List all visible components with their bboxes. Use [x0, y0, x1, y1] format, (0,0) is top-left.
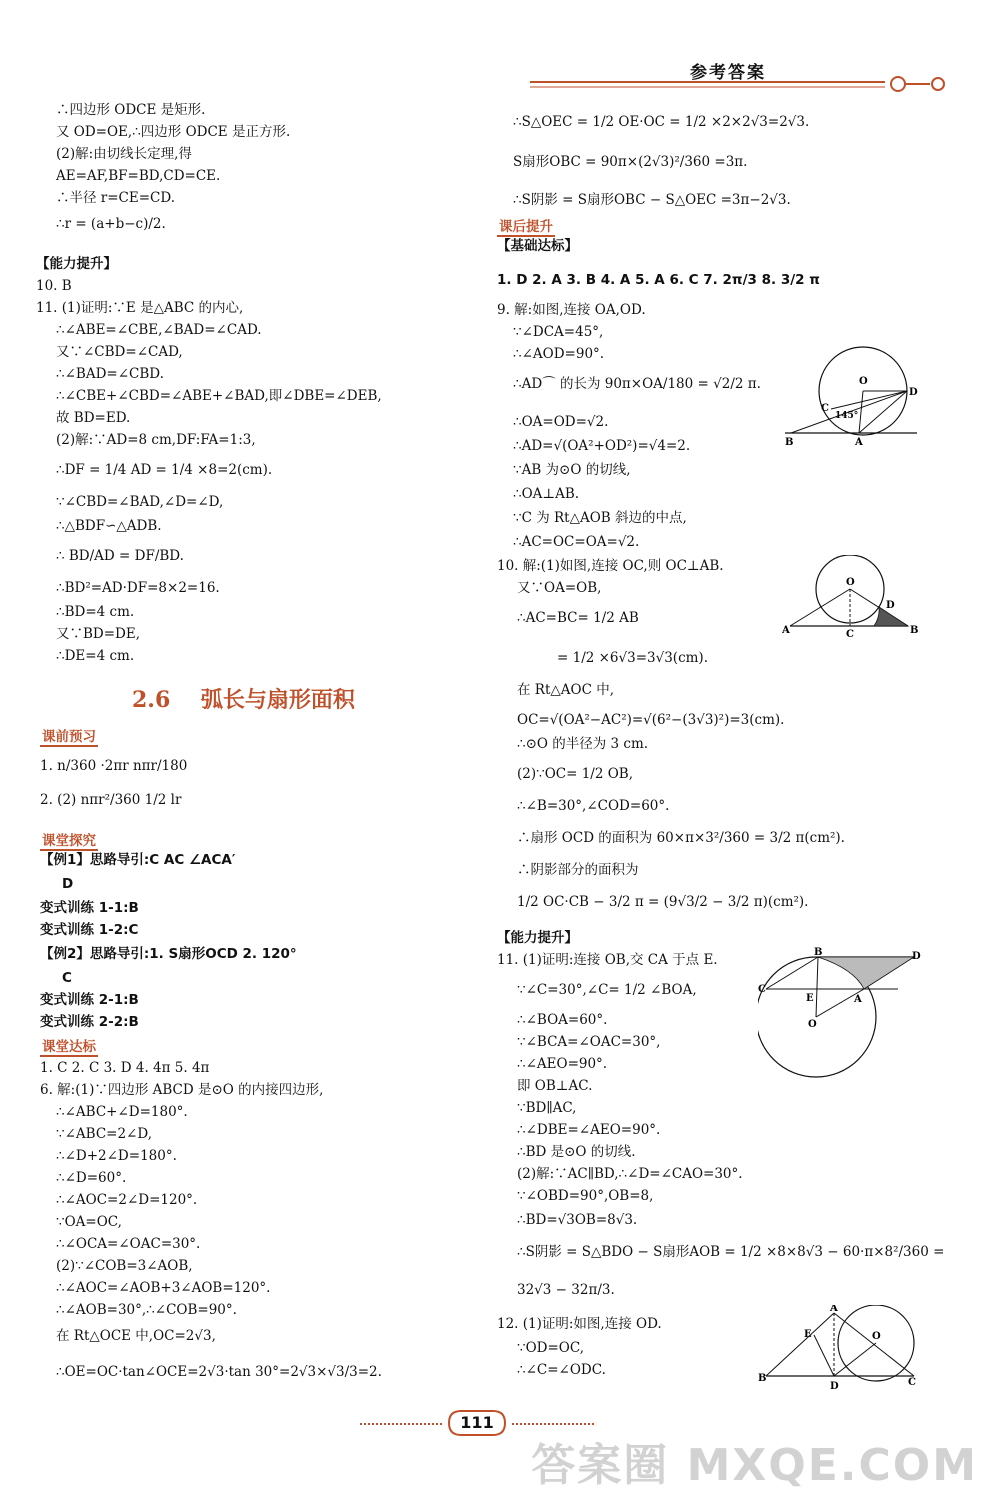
page-number-dots-right: [512, 1423, 594, 1425]
fig11-label-c: C: [758, 984, 766, 995]
fig9-label-b: B: [785, 437, 794, 448]
fig11-label-d: D: [912, 951, 921, 962]
text-line: 又∵BD=DE,: [56, 626, 141, 642]
text-line: ∵∠C=30°,∠C= 1/2 ∠BOA,: [517, 982, 697, 998]
figure-11-diagram: [758, 947, 928, 1097]
fig11-label-o: O: [808, 1019, 817, 1030]
fig11-label-b: B: [814, 947, 823, 958]
text-line: ∴∠AOC=2∠D=120°.: [56, 1192, 198, 1208]
text-line: 又 OD=OE,∴四边形 ODCE 是正方形.: [56, 124, 291, 140]
text-line: 1. n/360 ·2πr nπr/180: [40, 758, 188, 774]
text-line: ∵∠DCA=45°,: [513, 324, 604, 340]
text-line: ∵C 为 Rt△AOB 斜边的中点,: [513, 510, 687, 526]
text-line: ∴扇形 OCD 的面积为 60×π×3²/360 = 3/2 π(cm²).: [517, 830, 845, 846]
text-line: ∴∠CBE+∠CBD=∠ABE+∠BAD,即∠DBE=∠DEB,: [56, 388, 382, 404]
text-line: 6. 解:(1)∵四边形 ABCD 是⊙O 的内接四边形,: [40, 1082, 324, 1098]
text-line: ∴∠AOD=90°.: [513, 346, 605, 362]
text-line: ∴∠BAD=∠CBD.: [56, 366, 164, 382]
fig10-label-o: O: [846, 577, 855, 588]
tag-after: 课后提升: [497, 215, 555, 237]
text-line: ∴BD 是⊙O 的切线.: [517, 1144, 636, 1160]
text-line: (2)解:由切线长定理,得: [56, 146, 192, 162]
fig9-label-o: O: [859, 376, 868, 387]
section-label: 【能力提升】: [36, 256, 117, 272]
text-line: ∴⊙O 的半径为 3 cm.: [517, 736, 649, 752]
section-number: 2.6: [132, 687, 171, 713]
text-line: 故 BD=ED.: [56, 410, 131, 426]
fig9-label-angle: 145°: [835, 411, 859, 421]
text-line: ∴OA⊥AB.: [513, 486, 580, 502]
fig12-label-o: O: [872, 1331, 881, 1342]
text-line: ∴阴影部分的面积为: [517, 862, 639, 878]
text-line: OC=√(OA²−AC²)=√(6²−(3√3)²)=3(cm).: [517, 712, 785, 728]
section-label: 【基础达标】: [497, 238, 578, 254]
text-line: ∴半径 r=CE=CD.: [56, 190, 176, 206]
text-line: ∴AD⌒ 的长为 90π×OA/180 = √2/2 π.: [513, 376, 761, 392]
text-line: 1/2 OC·CB − 3/2 π = (9√3/2 − 3/2 π)(cm²).: [517, 894, 809, 910]
text-line: ∴四边形 ODCE 是矩形.: [56, 102, 206, 118]
text-line: ∴∠OCA=∠OAC=30°.: [56, 1236, 201, 1252]
text-line: ∴OA=OD=√2.: [513, 414, 609, 430]
text-line: S扇形OBC = 90π×(2√3)²/360 =3π.: [513, 154, 748, 170]
fig11-label-e: E: [806, 993, 814, 1004]
page-number-label: 111: [460, 1413, 494, 1432]
text-line: 在 Rt△OCE 中,OC=2√3,: [56, 1328, 216, 1344]
text-line: ∴∠B=30°,∠COD=60°.: [517, 798, 670, 814]
text-line: ∴AC=BC= 1/2 AB: [517, 610, 639, 626]
text-line: ∵BD∥AC,: [517, 1100, 577, 1116]
text-line: 即 OB⊥AC.: [517, 1078, 593, 1094]
text-line: ∴∠D+2∠D=180°.: [56, 1148, 177, 1164]
text-line: 11. (1)证明:∵E 是△ABC 的内心,: [36, 300, 244, 316]
text-line: ∴ BD/AD = DF/BD.: [56, 548, 184, 564]
text-line: ∵AB 为⊙O 的切线,: [513, 462, 631, 478]
text-line: ∴BD=4 cm.: [56, 604, 135, 620]
text-line: ∵∠BCA=∠OAC=30°,: [517, 1034, 661, 1050]
text-line: (2)解:∵AC∥BD,∴∠D=∠CAO=30°.: [517, 1166, 743, 1182]
page-number: [445, 1408, 509, 1438]
section-name: 弧长与扇形面积: [200, 687, 355, 713]
text-line: C: [62, 970, 72, 986]
text-line: ∴∠D=60°.: [56, 1170, 127, 1186]
text-line: ∴S阴影 = S扇形OBC − S△OEC =3π−2√3.: [513, 192, 791, 208]
text-line: 1. D 2. A 3. B 4. A 5. A 6. C 7. 2π/3 8. 3/2 π: [497, 272, 820, 288]
figure-12-diagram: [758, 1305, 928, 1390]
text-line: ∴∠ABC+∠D=180°.: [56, 1104, 188, 1120]
tag-practice: 课堂达标: [40, 1035, 98, 1057]
text-line: 12. (1)证明:如图,连接 OD.: [497, 1316, 662, 1332]
text-line: 又∵∠CBD=∠CAD,: [56, 344, 183, 360]
fig12-label-b: B: [758, 1373, 767, 1384]
text-line: ∴∠C=∠ODC.: [517, 1362, 606, 1378]
fig12-label-c: C: [908, 1377, 916, 1388]
text-line: = 1/2 ×6√3=3√3(cm).: [557, 650, 708, 666]
text-line: 10. 解:(1)如图,连接 OC,则 OC⊥AB.: [497, 558, 724, 574]
text-line: ∴∠AOB=30°,∴∠COB=90°.: [56, 1302, 237, 1318]
text-line: 在 Rt△AOC 中,: [517, 682, 614, 698]
text-line: (2)∵OC= 1/2 OB,: [517, 766, 634, 782]
text-line: (2)解:∵AD=8 cm,DF:FA=1:3,: [56, 432, 256, 448]
text-line: 变式训练 1-2:C: [40, 922, 139, 938]
header-ornament: [530, 70, 950, 100]
text-line: ∴DF = 1/4 AD = 1/4 ×8=2(cm).: [56, 462, 273, 478]
fig10-label-c: C: [846, 629, 854, 640]
text-line: 10. B: [36, 278, 72, 294]
text-line: ∵∠CBD=∠BAD,∠D=∠D,: [56, 494, 224, 510]
fig9-label-c: C: [821, 403, 829, 414]
fig9-label-a: A: [855, 437, 863, 448]
fig12-label-a: A: [830, 1305, 838, 1314]
text-line: ∴OE=OC·tan∠OCE=2√3·tan 30°=2√3×√3/3=2.: [56, 1364, 382, 1380]
text-line: ∵∠ABC=2∠D,: [56, 1126, 152, 1142]
text-line: ∴∠AEO=90°.: [517, 1056, 608, 1072]
text-line: 2. (2) nπr²/360 1/2 lr: [40, 792, 182, 808]
text-line: ∴∠DBE=∠AEO=90°.: [517, 1122, 661, 1138]
fig10-label-a: A: [782, 625, 790, 636]
header-title: 参考答案: [690, 63, 766, 83]
text-line: ∴S阴影 = S△BDO − S扇形AOB = 1/2 ×8×8√3 − 60·π×8²/360 =: [517, 1244, 945, 1260]
text-line: ∵∠OBD=90°,OB=8,: [517, 1188, 654, 1204]
fig9-label-d: D: [909, 387, 918, 398]
text-line: ∴AD=√(OA²+OD²)=√4=2.: [513, 438, 691, 454]
section-title: [132, 683, 355, 714]
text-line: ∴∠ABE=∠CBE,∠BAD=∠CAD.: [56, 322, 262, 338]
text-line: ∵OA=OC,: [56, 1214, 122, 1230]
text-line: 【例1】思路导引:C AC ∠ACA′: [40, 852, 236, 868]
text-line: 9. 解:如图,连接 OA,OD.: [497, 302, 646, 318]
fig10-label-b: B: [910, 625, 919, 636]
text-line: ∴∠BOA=60°.: [517, 1012, 608, 1028]
fig11-label-a: A: [854, 994, 862, 1005]
text-line: 32√3 − 32π/3.: [517, 1282, 615, 1298]
text-line: 11. (1)证明:连接 OB,交 CA 于点 E.: [497, 952, 718, 968]
text-line: ∴DE=4 cm.: [56, 648, 135, 664]
page-number-dots-left: [360, 1423, 442, 1425]
tag-preview: 课前预习: [40, 725, 98, 747]
fig12-label-e: E: [804, 1329, 812, 1340]
text-line: 1. C 2. C 3. D 4. 4π 5. 4π: [40, 1060, 210, 1076]
watermark: 答案圈 MXQE.COM: [531, 1440, 978, 1491]
text-line: (2)∵∠COB=3∠AOB,: [56, 1258, 193, 1274]
fig12-label-d: D: [830, 1381, 839, 1390]
text-line: ∴AC=OC=OA=√2.: [513, 534, 640, 550]
page-header: [0, 0, 1000, 100]
text-line: D: [62, 876, 74, 892]
figure-9-diagram: [785, 345, 925, 455]
text-line: ∴BD²=AD·DF=8×2=16.: [56, 580, 220, 596]
figure-10-diagram: [782, 555, 922, 640]
text-line: ∵OD=OC,: [517, 1340, 584, 1356]
text-line: 变式训练 2-2:B: [40, 1014, 139, 1030]
text-line: 变式训练 1-1:B: [40, 900, 139, 916]
fig10-label-d: D: [886, 600, 895, 611]
text-line: ∴S△OEC = 1/2 OE·OC = 1/2 ×2×2√3=2√3.: [513, 114, 810, 130]
text-line: ∴r = (a+b−c)/2.: [56, 216, 166, 232]
section-label: 【能力提升】: [497, 930, 578, 946]
text-line: 变式训练 2-1:B: [40, 992, 139, 1008]
tag-explore: 课堂探究: [40, 829, 98, 851]
text-line: ∴BD=√3OB=8√3.: [517, 1212, 638, 1228]
text-line: ∴△BDF∽△ADB.: [56, 518, 162, 534]
text-line: 又∵OA=OB,: [517, 580, 602, 596]
text-line: 【例2】思路导引:1. S扇形OCD 2. 120°: [40, 946, 297, 962]
text-line: ∴∠AOC=∠AOB+3∠AOB=120°.: [56, 1280, 271, 1296]
text-line: AE=AF,BF=BD,CD=CE.: [56, 168, 221, 184]
